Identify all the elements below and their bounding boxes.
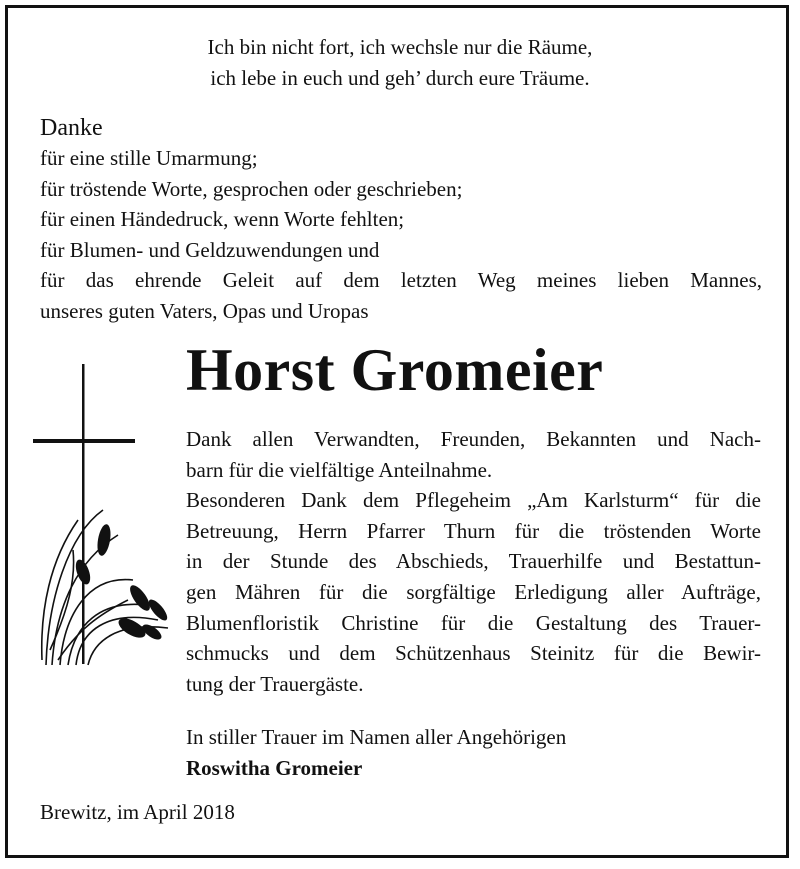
body-line: tung der Trauergäste. (186, 671, 364, 696)
body-line: gen Mähren für die sorgfältige Erledigung aller Aufträge, (186, 579, 761, 604)
thanks-line: für einen Händedruck, wenn Worte fehlten; (40, 207, 405, 231)
signature: Roswitha Gromeier (186, 755, 363, 780)
body-line: Besonderen Dank dem Pflegeheim „Am Karlsturm“ für die (186, 488, 761, 513)
body-line: in der Stunde des Abschieds, Trauerhilfe und Bestattun- (186, 549, 761, 574)
body-line: barn für die vielfältige Anteilnahme. (186, 457, 493, 482)
thanks-line: für das ehrende Geleit auf dem letzten Weg meines lieben Mannes, (40, 268, 762, 292)
thanks-line: für eine stille Umarmung; (40, 146, 258, 170)
body-line: schmucks und dem Schützenhaus Steinitz für die Bewir- (186, 641, 761, 666)
thanks-line: für tröstende Worte, gesprochen oder geschrieben; (40, 176, 463, 201)
place-date: Brewitz, im April 2018 (40, 800, 235, 824)
body-line: Betreuung, Herrn Pfarrer Thurn für die tröstenden Worte (186, 518, 761, 543)
thanks-heading: Danke (40, 115, 103, 141)
thanks-line: unseres guten Vaters, Opas und Uropas (40, 298, 369, 323)
thanks-list (40, 143, 762, 326)
closing (186, 722, 566, 783)
motto (0, 32, 800, 94)
motto-line-1: Ich bin nicht fort, ich wechsle nur die Räume, (207, 35, 593, 59)
thanks-line: für Blumen- und Geldzuwendungen und (40, 237, 380, 262)
acknowledgement-text (186, 424, 761, 699)
body-line: Dank allen Verwandten, Freunden, Bekannten und Nach- (186, 427, 761, 451)
cross-with-grass-icon (28, 360, 178, 670)
closing-line: In stiller Trauer im Namen aller Angehörigen (186, 725, 567, 749)
body-line: Blumenfloristik Christine für die Gestaltung des Trauer- (186, 610, 761, 635)
deceased-name: Horst Gromeier (186, 337, 604, 403)
motto-line-2: ich lebe in euch und geh’ durch eure Träume. (210, 66, 590, 90)
